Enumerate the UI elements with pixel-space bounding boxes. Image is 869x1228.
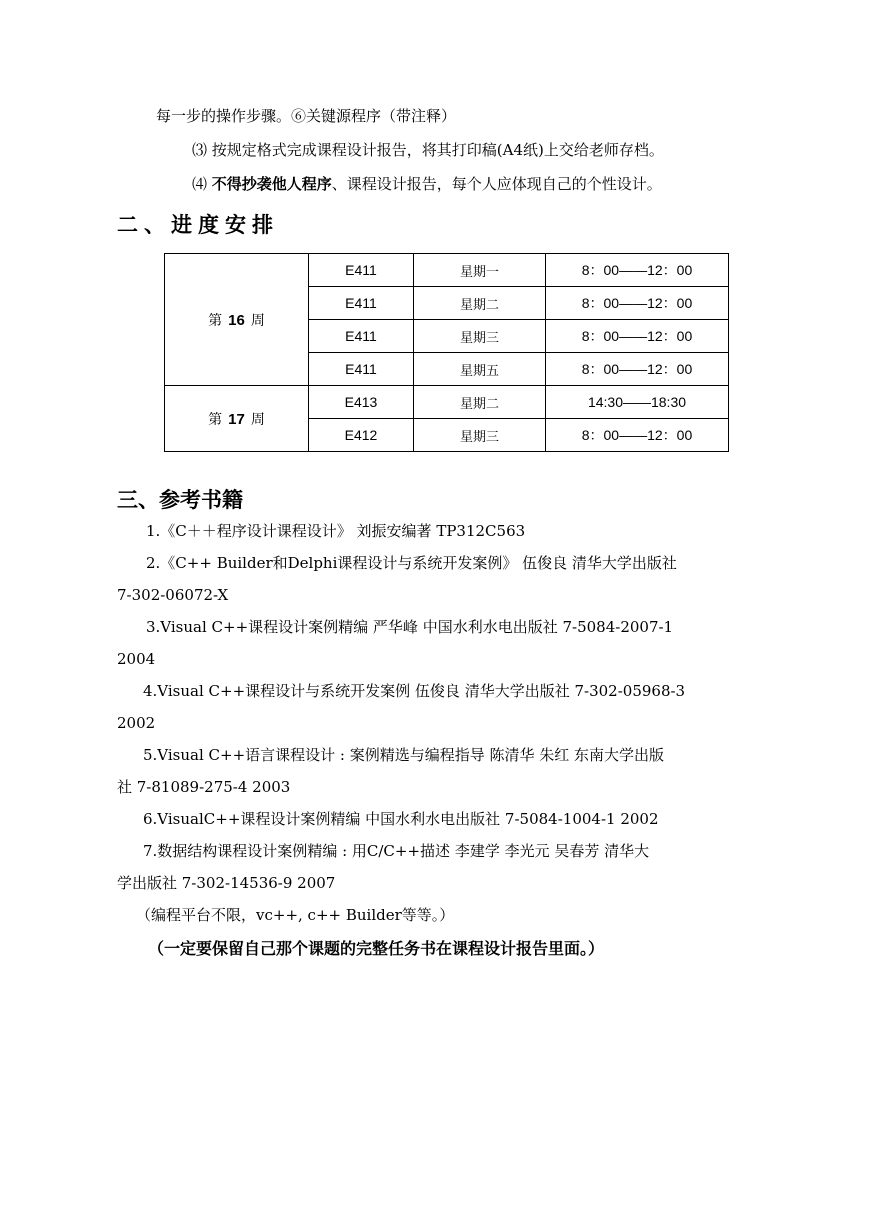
day-cell: 星期五 bbox=[414, 353, 546, 386]
week-cell bbox=[165, 386, 309, 452]
room-cell: E411 bbox=[309, 254, 414, 287]
room-cell: E411 bbox=[309, 353, 414, 386]
week-suffix: 周 bbox=[250, 311, 265, 328]
requirement-line-3-bold: 不得抄袭他人程序 bbox=[211, 175, 332, 193]
requirement-line-1: 每一步的操作步骤。⑥关键源程序（带注释） bbox=[156, 107, 457, 125]
week-prefix: 第 bbox=[208, 311, 223, 328]
reference-6: 6.VisualC++课程设计案例精编 中国水利水电出版社 7-5084-1004-1 2002 bbox=[143, 810, 659, 828]
reference-7-cont: 学出版社 7-302-14536-9 2007 bbox=[117, 874, 336, 892]
time-cell: 8：00——12：00 bbox=[546, 419, 729, 452]
reference-5: 5.Visual C++语言课程设计 : 案例精选与编程指导 陈清华 朱红 东南大学出版 bbox=[143, 746, 665, 764]
time-cell: 8：00——12：00 bbox=[546, 254, 729, 287]
reference-4: 4.Visual C++课程设计与系统开发案例 伍俊良 清华大学出版社 7-302-05968-3 bbox=[143, 682, 686, 700]
day-cell: 星期一 bbox=[414, 254, 546, 287]
table-row bbox=[165, 254, 729, 287]
reference-3: 3.Visual C++课程设计案例精编 严华峰 中国水利水电出版社 7-5084-2007-1 bbox=[146, 618, 674, 636]
final-note: （一定要保留自己那个课题的完整任务书在课程设计报告里面。） bbox=[148, 939, 605, 958]
room-cell: E413 bbox=[309, 386, 414, 419]
reference-4-cont: 2002 bbox=[117, 714, 156, 732]
room-cell: E411 bbox=[309, 320, 414, 353]
week-number: 17 bbox=[228, 410, 245, 428]
time-cell: 8：00——12：00 bbox=[546, 287, 729, 320]
week-prefix: 第 bbox=[208, 410, 223, 427]
time-cell: 14:30——18:30 bbox=[546, 386, 729, 419]
room-cell: E411 bbox=[309, 287, 414, 320]
day-cell: 星期二 bbox=[414, 287, 546, 320]
time-cell: 8：00——12：00 bbox=[546, 353, 729, 386]
reference-2: 2.《C++ Builder和Delphi课程设计与系统开发案例》 伍俊良 清华大学出版社 bbox=[146, 554, 677, 572]
requirement-line-3-num: ⑷ bbox=[192, 175, 212, 193]
schedule-table bbox=[164, 253, 729, 452]
day-cell: 星期二 bbox=[414, 386, 546, 419]
reference-1: 1.《C＋＋程序设计课程设计》 刘振安编著 TP312C563 bbox=[146, 522, 526, 540]
reference-7: 7.数据结构课程设计案例精编 : 用C/C++描述 李建学 李光元 吴春芳 清华大 bbox=[143, 842, 650, 860]
requirement-line-3-rest: 、课程设计报告，每个人应体现自己的个性设计。 bbox=[331, 175, 662, 193]
day-cell: 星期三 bbox=[414, 419, 546, 452]
reference-2-cont: 7-302-06072-X bbox=[117, 586, 229, 604]
section-2-heading: 二、进度安排 bbox=[117, 213, 279, 237]
reference-3-cont: 2004 bbox=[117, 650, 156, 668]
requirement-line-2: ⑶ 按规定格式完成课程设计报告，将其打印稿(A4纸)上交给老师存档。 bbox=[192, 141, 664, 159]
week-suffix: 周 bbox=[250, 410, 265, 427]
table-row bbox=[165, 386, 729, 419]
requirement-line-3 bbox=[192, 174, 662, 194]
time-cell: 8：00——12：00 bbox=[546, 320, 729, 353]
day-cell: 星期三 bbox=[414, 320, 546, 353]
platform-note: （编程平台不限，vc++, c++ Builder等等。） bbox=[136, 906, 455, 924]
week-number: 16 bbox=[228, 311, 245, 329]
room-cell: E412 bbox=[309, 419, 414, 452]
reference-5-cont: 社 7-81089-275-4 2003 bbox=[117, 778, 291, 796]
section-3-heading: 三、参考书籍 bbox=[117, 488, 243, 512]
week-cell bbox=[165, 254, 309, 386]
